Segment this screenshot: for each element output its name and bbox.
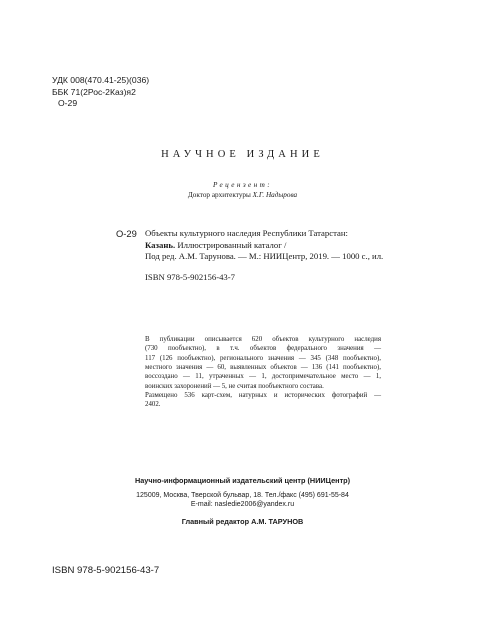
reviewer-title: Доктор архитектуры <box>187 191 251 199</box>
udk-code: УДК 008(470.41-25)(036) <box>52 75 150 85</box>
annotation-line: Размещено 536 карт-схем, натурных и исторических фотографий — <box>145 392 381 400</box>
annotation-line: 117 (126 пообъектно), регионального значения — 345 (348 пообъектно), <box>145 354 381 362</box>
classification-block <box>52 75 149 110</box>
catalog-title-line: Объекты культурного наследия Республики Татарстан: <box>145 228 348 238</box>
annotation-line: 2402. <box>145 401 161 409</box>
annotation-line: В публикации описывается 620 объектов культурного наследия <box>145 336 381 343</box>
bbk-code: ББК 71(2Рос-2Каз)я2 <box>52 86 136 97</box>
edition-type: НАУЧНОЕ ИЗДАНИЕ <box>161 149 324 160</box>
catalog-subtitle: Иллюстрированный каталог / <box>175 239 287 250</box>
publisher-name: Научно-информационный издательский центр (НИИЦентр) <box>134 476 351 485</box>
reviewer-label: Рецензент: <box>213 181 272 189</box>
catalog-city: Казань. <box>145 239 176 250</box>
annotation-line: воинских захоронений — 5, не считая пообъектного состава. <box>145 382 324 390</box>
chief-editor: Главный редактор А.М. ТАРУНОВ <box>181 517 304 526</box>
publisher-address: 125009, Москва, Тверской бульвар, 18. Тел./факс (495) 691-55-84 <box>136 492 349 499</box>
author-sign: О-29 <box>58 98 78 108</box>
catalog-author-sign: О-29 <box>116 228 137 239</box>
reviewer-info <box>0 191 485 199</box>
catalog-imprint-line: Под ред. А.М. Тарунова. — М.: НИИЦентр, 2019. — 1000 с., ил. <box>145 251 384 262</box>
annotation-line: местного значения — 60, выявленных объектов — 136 (141 пообъектно), <box>145 364 381 372</box>
isbn-bottom: ISBN 978-5-902156-43-7 <box>52 565 160 576</box>
annotation-line: (730 пообъектно), в т.ч. объектов федерального значения — <box>145 345 381 353</box>
catalog-isbn: ISBN 978-5-902156-43-7 <box>145 272 236 282</box>
publisher-email: E-mail: nasledie2006@yandex.ru <box>190 501 295 508</box>
catalog-subtitle-line <box>145 240 390 252</box>
catalog-entry <box>145 228 390 263</box>
reviewer-name: Х.Г. Надырова <box>252 191 298 199</box>
annotation-line: воссоздано — 11, утраченных — 1, достопримечательное место — 1, <box>145 373 381 381</box>
annotation <box>145 335 381 410</box>
